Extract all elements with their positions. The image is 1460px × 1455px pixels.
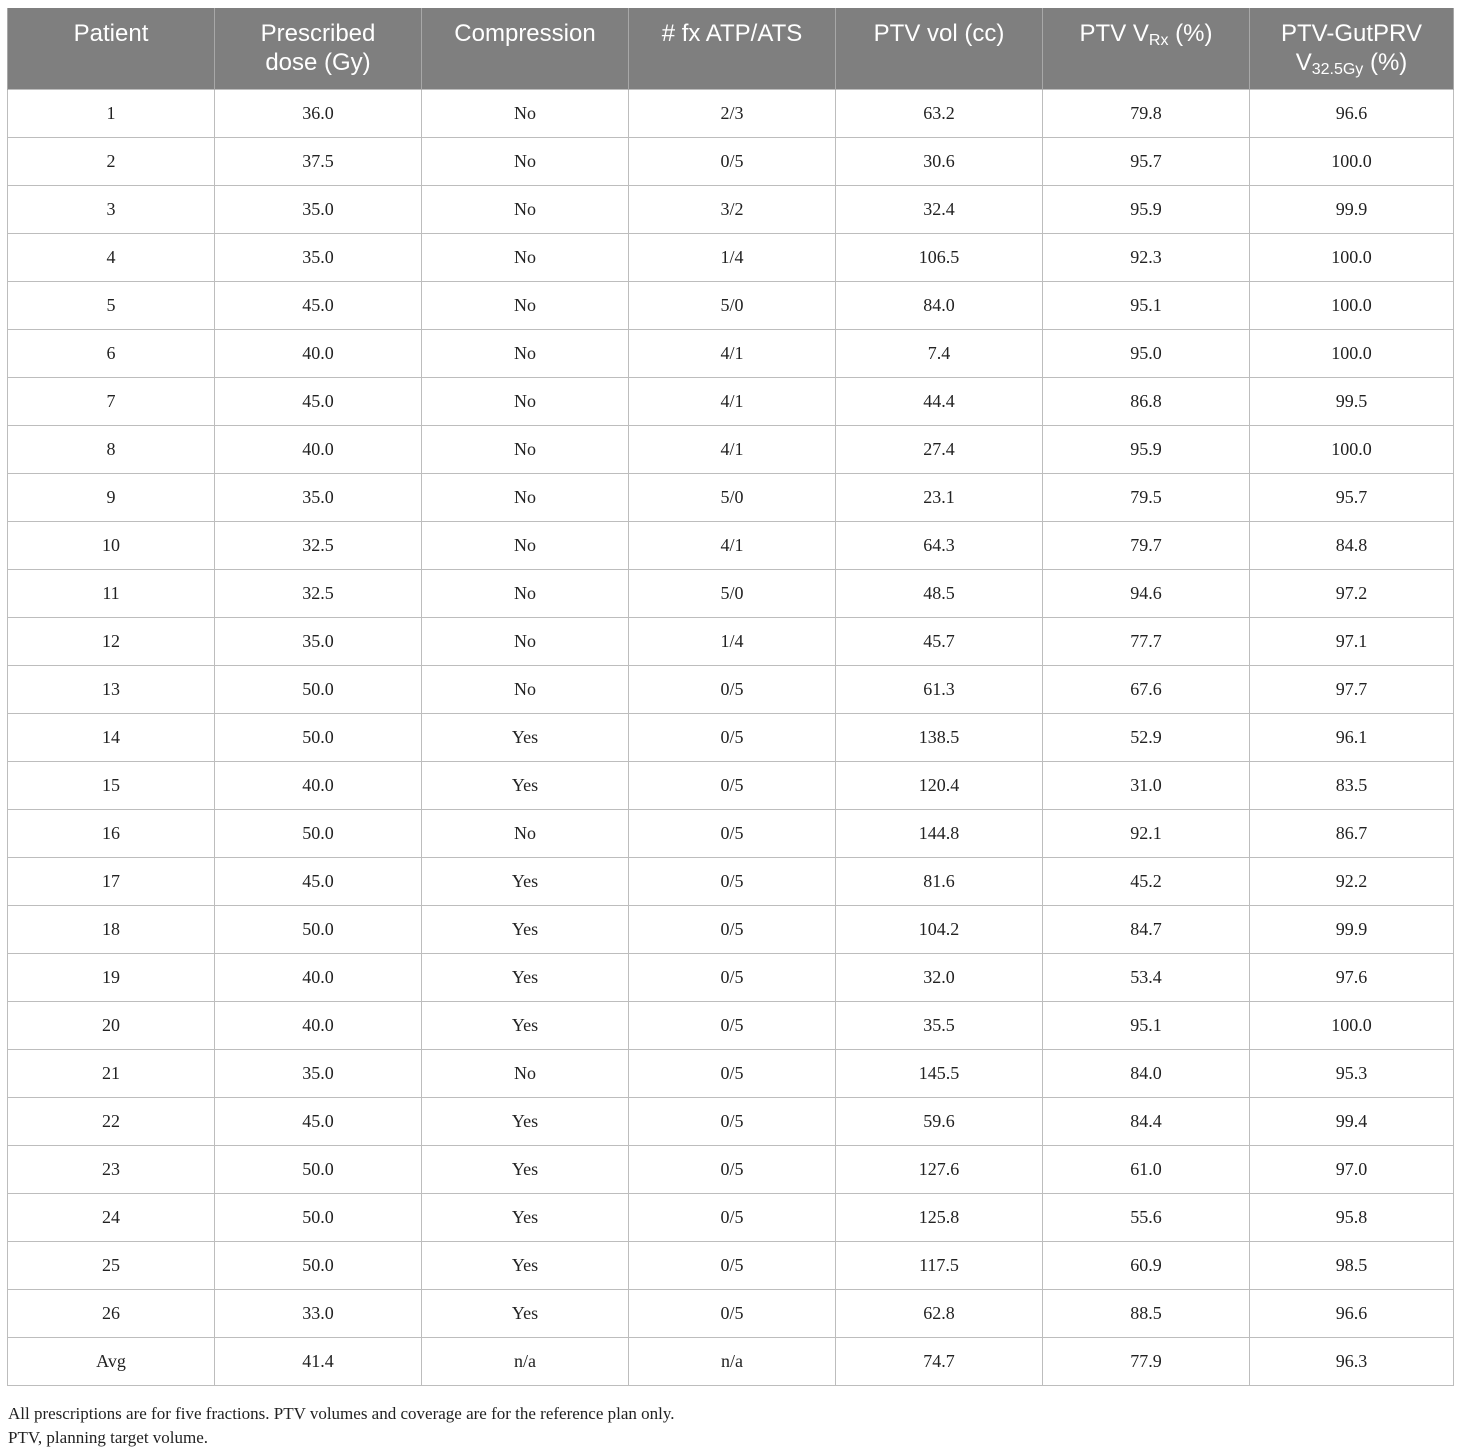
table-row bbox=[8, 186, 1454, 234]
cell-compression: Yes bbox=[422, 858, 629, 906]
cell-fx-atp-ats: 0/5 bbox=[629, 762, 836, 810]
cell-ptv-vrx: 86.8 bbox=[1043, 378, 1250, 426]
cell-compression: No bbox=[422, 90, 629, 138]
cell-ptv-gutprv: 97.2 bbox=[1250, 570, 1454, 618]
cell-fx-atp-ats: 0/5 bbox=[629, 1002, 836, 1050]
cell-ptv-vol: 74.7 bbox=[836, 1338, 1043, 1386]
cell-fx-atp-ats: 0/5 bbox=[629, 138, 836, 186]
cell-ptv-vol: 59.6 bbox=[836, 1098, 1043, 1146]
cell-ptv-vrx: 88.5 bbox=[1043, 1290, 1250, 1338]
cell-fx-atp-ats: 2/3 bbox=[629, 90, 836, 138]
cell-prescribed-dose: 45.0 bbox=[215, 282, 422, 330]
cell-ptv-gutprv: 97.1 bbox=[1250, 618, 1454, 666]
cell-patient: 9 bbox=[8, 474, 215, 522]
cell-ptv-gutprv: 96.3 bbox=[1250, 1338, 1454, 1386]
table-body bbox=[8, 90, 1454, 1386]
cell-compression: Yes bbox=[422, 1242, 629, 1290]
cell-compression: No bbox=[422, 378, 629, 426]
header-ptv-gutprv: PTV-GutPRV $V_{32.5Gy}$ (%) bbox=[1250, 8, 1454, 90]
cell-compression: Yes bbox=[422, 906, 629, 954]
cell-ptv-gutprv: 84.8 bbox=[1250, 522, 1454, 570]
cell-ptv-vol: 84.0 bbox=[836, 282, 1043, 330]
cell-prescribed-dose: 35.0 bbox=[215, 1050, 422, 1098]
cell-fx-atp-ats: 0/5 bbox=[629, 1098, 836, 1146]
table-row bbox=[8, 138, 1454, 186]
cell-ptv-vrx: 95.0 bbox=[1043, 330, 1250, 378]
cell-ptv-gutprv: 97.0 bbox=[1250, 1146, 1454, 1194]
cell-fx-atp-ats: 0/5 bbox=[629, 906, 836, 954]
table-row bbox=[8, 1242, 1454, 1290]
cell-patient: 24 bbox=[8, 1194, 215, 1242]
cell-compression: No bbox=[422, 810, 629, 858]
cell-ptv-gutprv: 99.5 bbox=[1250, 378, 1454, 426]
cell-fx-atp-ats: 0/5 bbox=[629, 810, 836, 858]
cell-prescribed-dose: 33.0 bbox=[215, 1290, 422, 1338]
cell-compression: No bbox=[422, 234, 629, 282]
cell-fx-atp-ats: 4/1 bbox=[629, 330, 836, 378]
cell-ptv-vol: 106.5 bbox=[836, 234, 1043, 282]
cell-prescribed-dose: 40.0 bbox=[215, 762, 422, 810]
cell-patient: 23 bbox=[8, 1146, 215, 1194]
cell-prescribed-dose: 36.0 bbox=[215, 90, 422, 138]
cell-ptv-gutprv: 95.7 bbox=[1250, 474, 1454, 522]
cell-ptv-gutprv: 99.9 bbox=[1250, 906, 1454, 954]
cell-compression: No bbox=[422, 474, 629, 522]
header-row bbox=[8, 8, 1454, 90]
cell-patient: 3 bbox=[8, 186, 215, 234]
cell-ptv-vol: 62.8 bbox=[836, 1290, 1043, 1338]
table-container bbox=[7, 8, 1453, 1386]
cell-prescribed-dose: 35.0 bbox=[215, 186, 422, 234]
table-row bbox=[8, 906, 1454, 954]
cell-ptv-vrx: 61.0 bbox=[1043, 1146, 1250, 1194]
cell-ptv-gutprv: 83.5 bbox=[1250, 762, 1454, 810]
cell-compression: n/a bbox=[422, 1338, 629, 1386]
cell-patient: 16 bbox=[8, 810, 215, 858]
cell-fx-atp-ats: 0/5 bbox=[629, 1146, 836, 1194]
table-row bbox=[8, 474, 1454, 522]
cell-compression: Yes bbox=[422, 1002, 629, 1050]
cell-fx-atp-ats: n/a bbox=[629, 1338, 836, 1386]
cell-prescribed-dose: 35.0 bbox=[215, 474, 422, 522]
cell-compression: No bbox=[422, 666, 629, 714]
cell-compression: No bbox=[422, 138, 629, 186]
cell-prescribed-dose: 40.0 bbox=[215, 330, 422, 378]
cell-ptv-vol: 32.0 bbox=[836, 954, 1043, 1002]
cell-prescribed-dose: 50.0 bbox=[215, 666, 422, 714]
cell-compression: No bbox=[422, 426, 629, 474]
cell-fx-atp-ats: 0/5 bbox=[629, 858, 836, 906]
cell-fx-atp-ats: 0/5 bbox=[629, 666, 836, 714]
footnote-ptv-abbrev: PTV, planning target volume. bbox=[8, 1428, 209, 1447]
cell-ptv-vrx: 79.5 bbox=[1043, 474, 1250, 522]
table-row bbox=[8, 90, 1454, 138]
cell-patient: 21 bbox=[8, 1050, 215, 1098]
cell-ptv-vrx: 60.9 bbox=[1043, 1242, 1250, 1290]
table-row bbox=[8, 330, 1454, 378]
cell-ptv-gutprv: 97.7 bbox=[1250, 666, 1454, 714]
cell-prescribed-dose: 37.5 bbox=[215, 138, 422, 186]
cell-fx-atp-ats: 1/4 bbox=[629, 618, 836, 666]
footnote-prescriptions: All prescriptions are for five fractions. PTV volumes and coverage are for the reference plan only. bbox=[8, 1404, 675, 1423]
header-ptv-vol: PTV vol (cc) bbox=[836, 8, 1043, 90]
table-row bbox=[8, 1146, 1454, 1194]
cell-patient: 6 bbox=[8, 330, 215, 378]
cell-ptv-vrx: 84.7 bbox=[1043, 906, 1250, 954]
cell-patient: 4 bbox=[8, 234, 215, 282]
cell-patient: 19 bbox=[8, 954, 215, 1002]
header-fx-atp-ats: # fx ATP/ATS bbox=[629, 8, 836, 90]
cell-prescribed-dose: 45.0 bbox=[215, 1098, 422, 1146]
cell-ptv-vrx: 95.9 bbox=[1043, 186, 1250, 234]
cell-patient: Avg bbox=[8, 1338, 215, 1386]
cell-prescribed-dose: 50.0 bbox=[215, 906, 422, 954]
cell-prescribed-dose: 50.0 bbox=[215, 1194, 422, 1242]
cell-ptv-vol: 138.5 bbox=[836, 714, 1043, 762]
cell-compression: No bbox=[422, 282, 629, 330]
cell-patient: 20 bbox=[8, 1002, 215, 1050]
cell-ptv-vol: 63.2 bbox=[836, 90, 1043, 138]
cell-compression: Yes bbox=[422, 1290, 629, 1338]
table-row bbox=[8, 282, 1454, 330]
cell-prescribed-dose: 40.0 bbox=[215, 954, 422, 1002]
cell-ptv-gutprv: 98.5 bbox=[1250, 1242, 1454, 1290]
cell-ptv-gutprv: 95.8 bbox=[1250, 1194, 1454, 1242]
table-footnotes bbox=[8, 1402, 675, 1450]
cell-prescribed-dose: 40.0 bbox=[215, 1002, 422, 1050]
table-row bbox=[8, 1050, 1454, 1098]
cell-patient: 5 bbox=[8, 282, 215, 330]
cell-compression: No bbox=[422, 186, 629, 234]
cell-compression: Yes bbox=[422, 954, 629, 1002]
cell-ptv-vrx: 45.2 bbox=[1043, 858, 1250, 906]
cell-patient: 15 bbox=[8, 762, 215, 810]
cell-fx-atp-ats: 4/1 bbox=[629, 522, 836, 570]
cell-patient: 17 bbox=[8, 858, 215, 906]
cell-ptv-vrx: 95.7 bbox=[1043, 138, 1250, 186]
cell-ptv-vrx: 92.1 bbox=[1043, 810, 1250, 858]
cell-prescribed-dose: 50.0 bbox=[215, 1146, 422, 1194]
cell-compression: No bbox=[422, 522, 629, 570]
cell-fx-atp-ats: 3/2 bbox=[629, 186, 836, 234]
cell-ptv-vol: 117.5 bbox=[836, 1242, 1043, 1290]
cell-prescribed-dose: 41.4 bbox=[215, 1338, 422, 1386]
cell-patient: 26 bbox=[8, 1290, 215, 1338]
cell-ptv-gutprv: 96.1 bbox=[1250, 714, 1454, 762]
cell-ptv-vol: 35.5 bbox=[836, 1002, 1043, 1050]
cell-ptv-vol: 144.8 bbox=[836, 810, 1043, 858]
cell-compression: Yes bbox=[422, 1146, 629, 1194]
table-row bbox=[8, 1194, 1454, 1242]
cell-fx-atp-ats: 0/5 bbox=[629, 1050, 836, 1098]
table-row bbox=[8, 858, 1454, 906]
patient-dose-table bbox=[7, 8, 1454, 1386]
cell-patient: 12 bbox=[8, 618, 215, 666]
cell-ptv-gutprv: 100.0 bbox=[1250, 138, 1454, 186]
cell-ptv-vol: 7.4 bbox=[836, 330, 1043, 378]
cell-ptv-gutprv: 100.0 bbox=[1250, 426, 1454, 474]
cell-ptv-gutprv: 99.9 bbox=[1250, 186, 1454, 234]
cell-fx-atp-ats: 4/1 bbox=[629, 378, 836, 426]
cell-ptv-vol: 145.5 bbox=[836, 1050, 1043, 1098]
header-compression: Compression bbox=[422, 8, 629, 90]
cell-compression: Yes bbox=[422, 1098, 629, 1146]
cell-ptv-vrx: 77.9 bbox=[1043, 1338, 1250, 1386]
cell-compression: Yes bbox=[422, 714, 629, 762]
cell-ptv-vol: 104.2 bbox=[836, 906, 1043, 954]
cell-ptv-vol: 32.4 bbox=[836, 186, 1043, 234]
cell-ptv-vol: 30.6 bbox=[836, 138, 1043, 186]
cell-patient: 18 bbox=[8, 906, 215, 954]
cell-compression: Yes bbox=[422, 1194, 629, 1242]
cell-ptv-vrx: 67.6 bbox=[1043, 666, 1250, 714]
cell-fx-atp-ats: 5/0 bbox=[629, 282, 836, 330]
cell-ptv-vol: 48.5 bbox=[836, 570, 1043, 618]
table-row bbox=[8, 810, 1454, 858]
cell-compression: No bbox=[422, 618, 629, 666]
cell-fx-atp-ats: 5/0 bbox=[629, 570, 836, 618]
cell-ptv-gutprv: 100.0 bbox=[1250, 330, 1454, 378]
cell-ptv-vrx: 79.7 bbox=[1043, 522, 1250, 570]
cell-patient: 13 bbox=[8, 666, 215, 714]
table-row bbox=[8, 954, 1454, 1002]
cell-prescribed-dose: 40.0 bbox=[215, 426, 422, 474]
table-row bbox=[8, 762, 1454, 810]
cell-ptv-gutprv: 96.6 bbox=[1250, 90, 1454, 138]
cell-ptv-gutprv: 99.4 bbox=[1250, 1098, 1454, 1146]
table-row bbox=[8, 234, 1454, 282]
cell-ptv-vol: 23.1 bbox=[836, 474, 1043, 522]
table-header bbox=[8, 8, 1454, 90]
cell-ptv-gutprv: 95.3 bbox=[1250, 1050, 1454, 1098]
cell-fx-atp-ats: 1/4 bbox=[629, 234, 836, 282]
header-ptv-vrx: PTV $V_{Rx}$ (%) bbox=[1043, 8, 1250, 90]
cell-prescribed-dose: 45.0 bbox=[215, 858, 422, 906]
header-patient: Patient bbox=[8, 8, 215, 90]
cell-patient: 25 bbox=[8, 1242, 215, 1290]
cell-ptv-vrx: 31.0 bbox=[1043, 762, 1250, 810]
cell-ptv-gutprv: 92.2 bbox=[1250, 858, 1454, 906]
cell-ptv-gutprv: 100.0 bbox=[1250, 234, 1454, 282]
cell-ptv-vol: 127.6 bbox=[836, 1146, 1043, 1194]
table-row bbox=[8, 1338, 1454, 1386]
cell-ptv-vrx: 95.9 bbox=[1043, 426, 1250, 474]
table-row bbox=[8, 570, 1454, 618]
cell-ptv-vrx: 92.3 bbox=[1043, 234, 1250, 282]
cell-compression: No bbox=[422, 1050, 629, 1098]
cell-patient: 2 bbox=[8, 138, 215, 186]
table-row bbox=[8, 1002, 1454, 1050]
cell-ptv-vrx: 84.4 bbox=[1043, 1098, 1250, 1146]
cell-prescribed-dose: 45.0 bbox=[215, 378, 422, 426]
table-row bbox=[8, 426, 1454, 474]
cell-fx-atp-ats: 0/5 bbox=[629, 1194, 836, 1242]
cell-ptv-vol: 120.4 bbox=[836, 762, 1043, 810]
cell-patient: 10 bbox=[8, 522, 215, 570]
cell-ptv-vrx: 84.0 bbox=[1043, 1050, 1250, 1098]
cell-compression: Yes bbox=[422, 762, 629, 810]
cell-prescribed-dose: 35.0 bbox=[215, 234, 422, 282]
table-row bbox=[8, 1290, 1454, 1338]
cell-fx-atp-ats: 0/5 bbox=[629, 1242, 836, 1290]
cell-prescribed-dose: 50.0 bbox=[215, 714, 422, 762]
cell-fx-atp-ats: 0/5 bbox=[629, 714, 836, 762]
cell-ptv-gutprv: 96.6 bbox=[1250, 1290, 1454, 1338]
cell-patient: 8 bbox=[8, 426, 215, 474]
cell-ptv-gutprv: 86.7 bbox=[1250, 810, 1454, 858]
cell-prescribed-dose: 32.5 bbox=[215, 570, 422, 618]
cell-ptv-vol: 44.4 bbox=[836, 378, 1043, 426]
cell-fx-atp-ats: 0/5 bbox=[629, 954, 836, 1002]
header-prescribed-dose: Prescribed dose (Gy) bbox=[215, 8, 422, 90]
cell-patient: 22 bbox=[8, 1098, 215, 1146]
cell-ptv-gutprv: 100.0 bbox=[1250, 1002, 1454, 1050]
cell-ptv-vrx: 94.6 bbox=[1043, 570, 1250, 618]
cell-ptv-vrx: 95.1 bbox=[1043, 1002, 1250, 1050]
cell-ptv-vrx: 77.7 bbox=[1043, 618, 1250, 666]
cell-ptv-vol: 61.3 bbox=[836, 666, 1043, 714]
cell-patient: 14 bbox=[8, 714, 215, 762]
cell-compression: No bbox=[422, 330, 629, 378]
table-row bbox=[8, 522, 1454, 570]
cell-patient: 7 bbox=[8, 378, 215, 426]
cell-ptv-vol: 45.7 bbox=[836, 618, 1043, 666]
cell-fx-atp-ats: 0/5 bbox=[629, 1290, 836, 1338]
cell-fx-atp-ats: 4/1 bbox=[629, 426, 836, 474]
cell-ptv-vrx: 52.9 bbox=[1043, 714, 1250, 762]
cell-ptv-vol: 81.6 bbox=[836, 858, 1043, 906]
cell-ptv-vrx: 55.6 bbox=[1043, 1194, 1250, 1242]
cell-ptv-vol: 27.4 bbox=[836, 426, 1043, 474]
cell-ptv-gutprv: 97.6 bbox=[1250, 954, 1454, 1002]
table-row bbox=[8, 714, 1454, 762]
table-row bbox=[8, 666, 1454, 714]
cell-prescribed-dose: 50.0 bbox=[215, 1242, 422, 1290]
cell-ptv-vrx: 95.1 bbox=[1043, 282, 1250, 330]
cell-ptv-vrx: 53.4 bbox=[1043, 954, 1250, 1002]
cell-patient: 11 bbox=[8, 570, 215, 618]
cell-prescribed-dose: 32.5 bbox=[215, 522, 422, 570]
cell-fx-atp-ats: 5/0 bbox=[629, 474, 836, 522]
cell-prescribed-dose: 35.0 bbox=[215, 618, 422, 666]
cell-ptv-vrx: 79.8 bbox=[1043, 90, 1250, 138]
cell-prescribed-dose: 50.0 bbox=[215, 810, 422, 858]
table-row bbox=[8, 618, 1454, 666]
table-row bbox=[8, 1098, 1454, 1146]
cell-compression: No bbox=[422, 570, 629, 618]
cell-ptv-vol: 125.8 bbox=[836, 1194, 1043, 1242]
cell-patient: 1 bbox=[8, 90, 215, 138]
cell-ptv-gutprv: 100.0 bbox=[1250, 282, 1454, 330]
table-row bbox=[8, 378, 1454, 426]
cell-ptv-vol: 64.3 bbox=[836, 522, 1043, 570]
